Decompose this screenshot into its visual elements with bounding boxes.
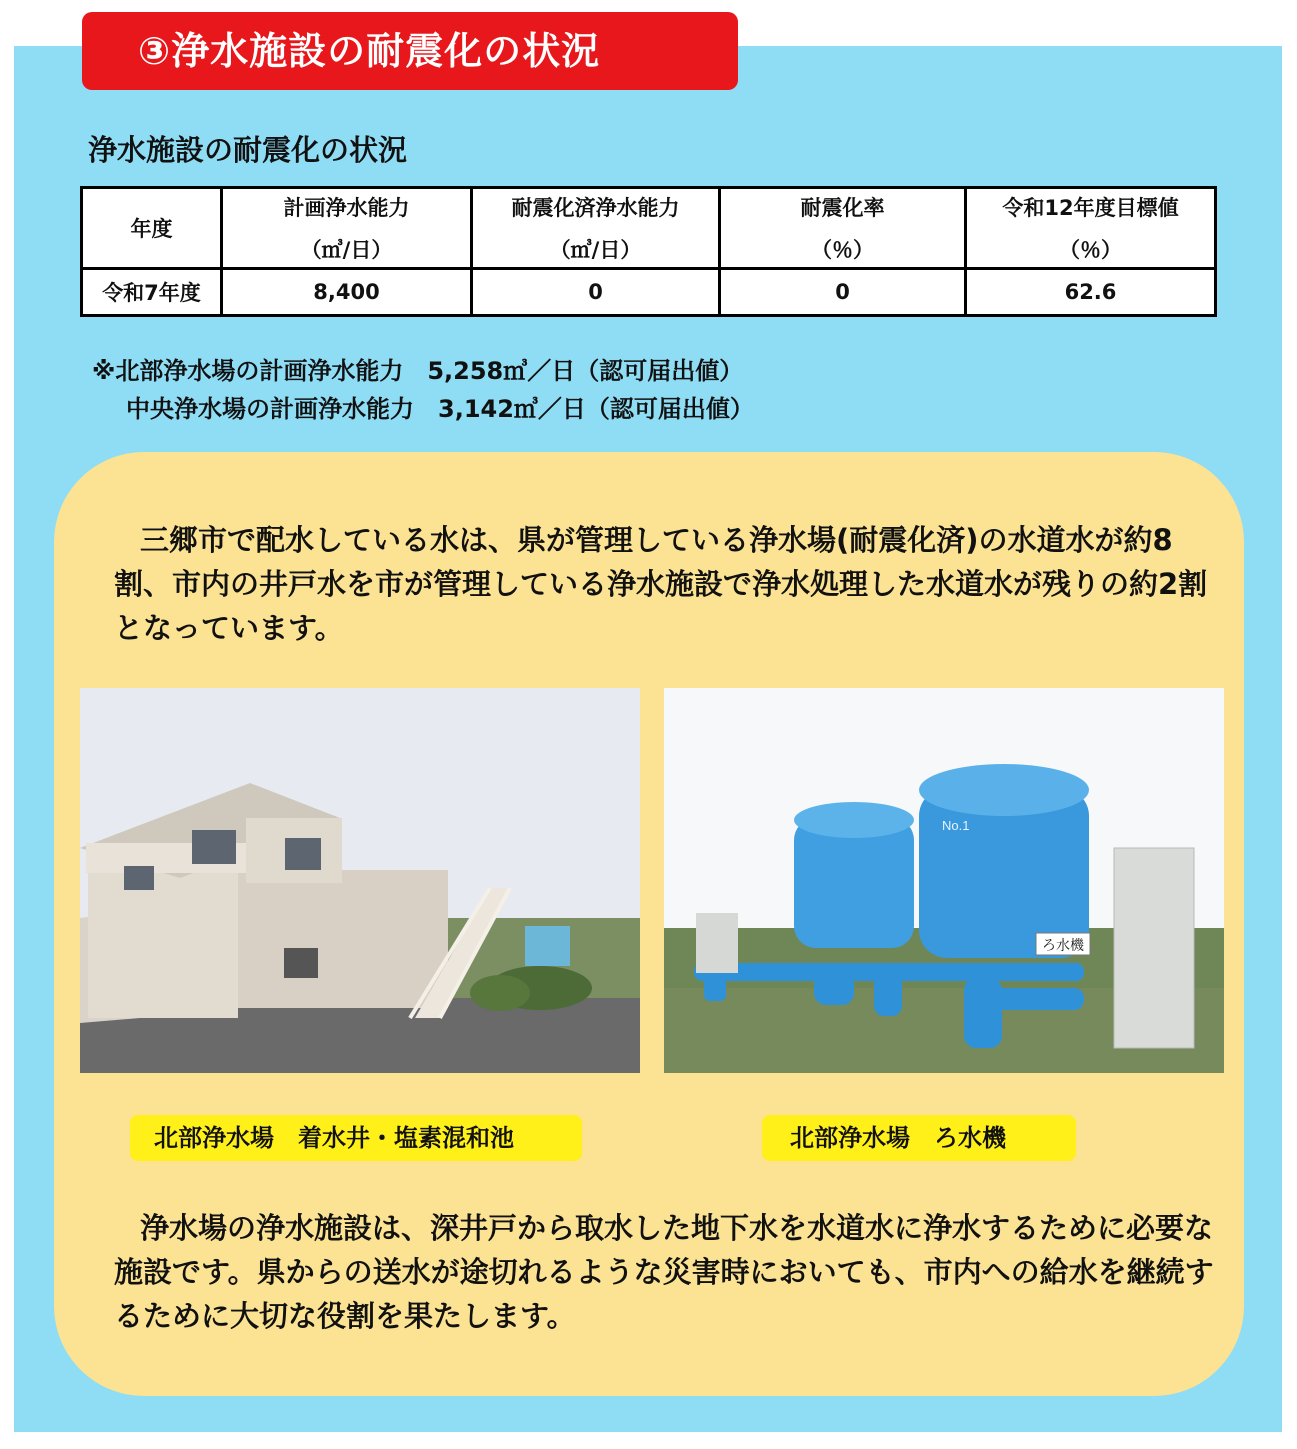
closing-paragraph: 浄水場の浄水施設は、深井戸から取水した地下水を水道水に浄水するために必要な施設です。県からの送水が途切れるような災害時においても、市内への給水を継続するために大切な役割を果たします。 [114,1211,1214,1333]
table-title: 浄水施設の耐震化の状況 [88,133,408,167]
table-cell: 0 [472,269,720,316]
table-cell: 0 [720,269,966,316]
caption-settling-well: 北部浄水場 着水井・塩素混和池 [130,1115,582,1161]
table-header-cell: 年度 [82,188,222,269]
table-header-cell: 令和12年度目標値 （％） [966,188,1216,269]
table-header-cell: 耐震化率 （％） [720,188,966,269]
photo-settling-well [80,688,640,1073]
table-cell: 令和7年度 [82,269,222,316]
settling-well-illustration [80,688,640,1073]
section-header: ③浄水施設の耐震化の状況 [82,12,738,90]
capacity-notes [92,352,754,428]
filter-machine-illustration [664,688,1224,1073]
facility-sign [284,948,318,978]
table-header-cell: 耐震化済浄水能力 （㎥/日） [472,188,720,269]
table-header-row [82,188,1216,269]
note-central: 中央浄水場の計画浄水能力 3,142㎥／日（認可届出値） [126,395,754,423]
table-header-cell: 計画浄水能力 （㎥/日） [222,188,472,269]
table-cell: 8,400 [222,269,472,316]
caption-filter-machine: 北部浄水場 ろ水機 [762,1115,1076,1161]
table-cell: 62.6 [966,269,1216,316]
photo-filter-machine [664,688,1224,1073]
filter-sign: ろ水機 [1042,938,1084,954]
table-row [82,269,1216,316]
intro-paragraph: 三郷市で配水している水は、県が管理している浄水場(耐震化済)の水道水が約8割、市内の井戸水を市が管理している浄水施設で浄水処理した水道水が残りの約2割となっています。 [114,523,1208,645]
tank-label: No.1 [942,818,970,833]
capacity-table [80,186,1217,317]
note-north: ※北部浄水場の計画浄水能力 5,258㎥／日（認可届出値） [92,357,744,385]
